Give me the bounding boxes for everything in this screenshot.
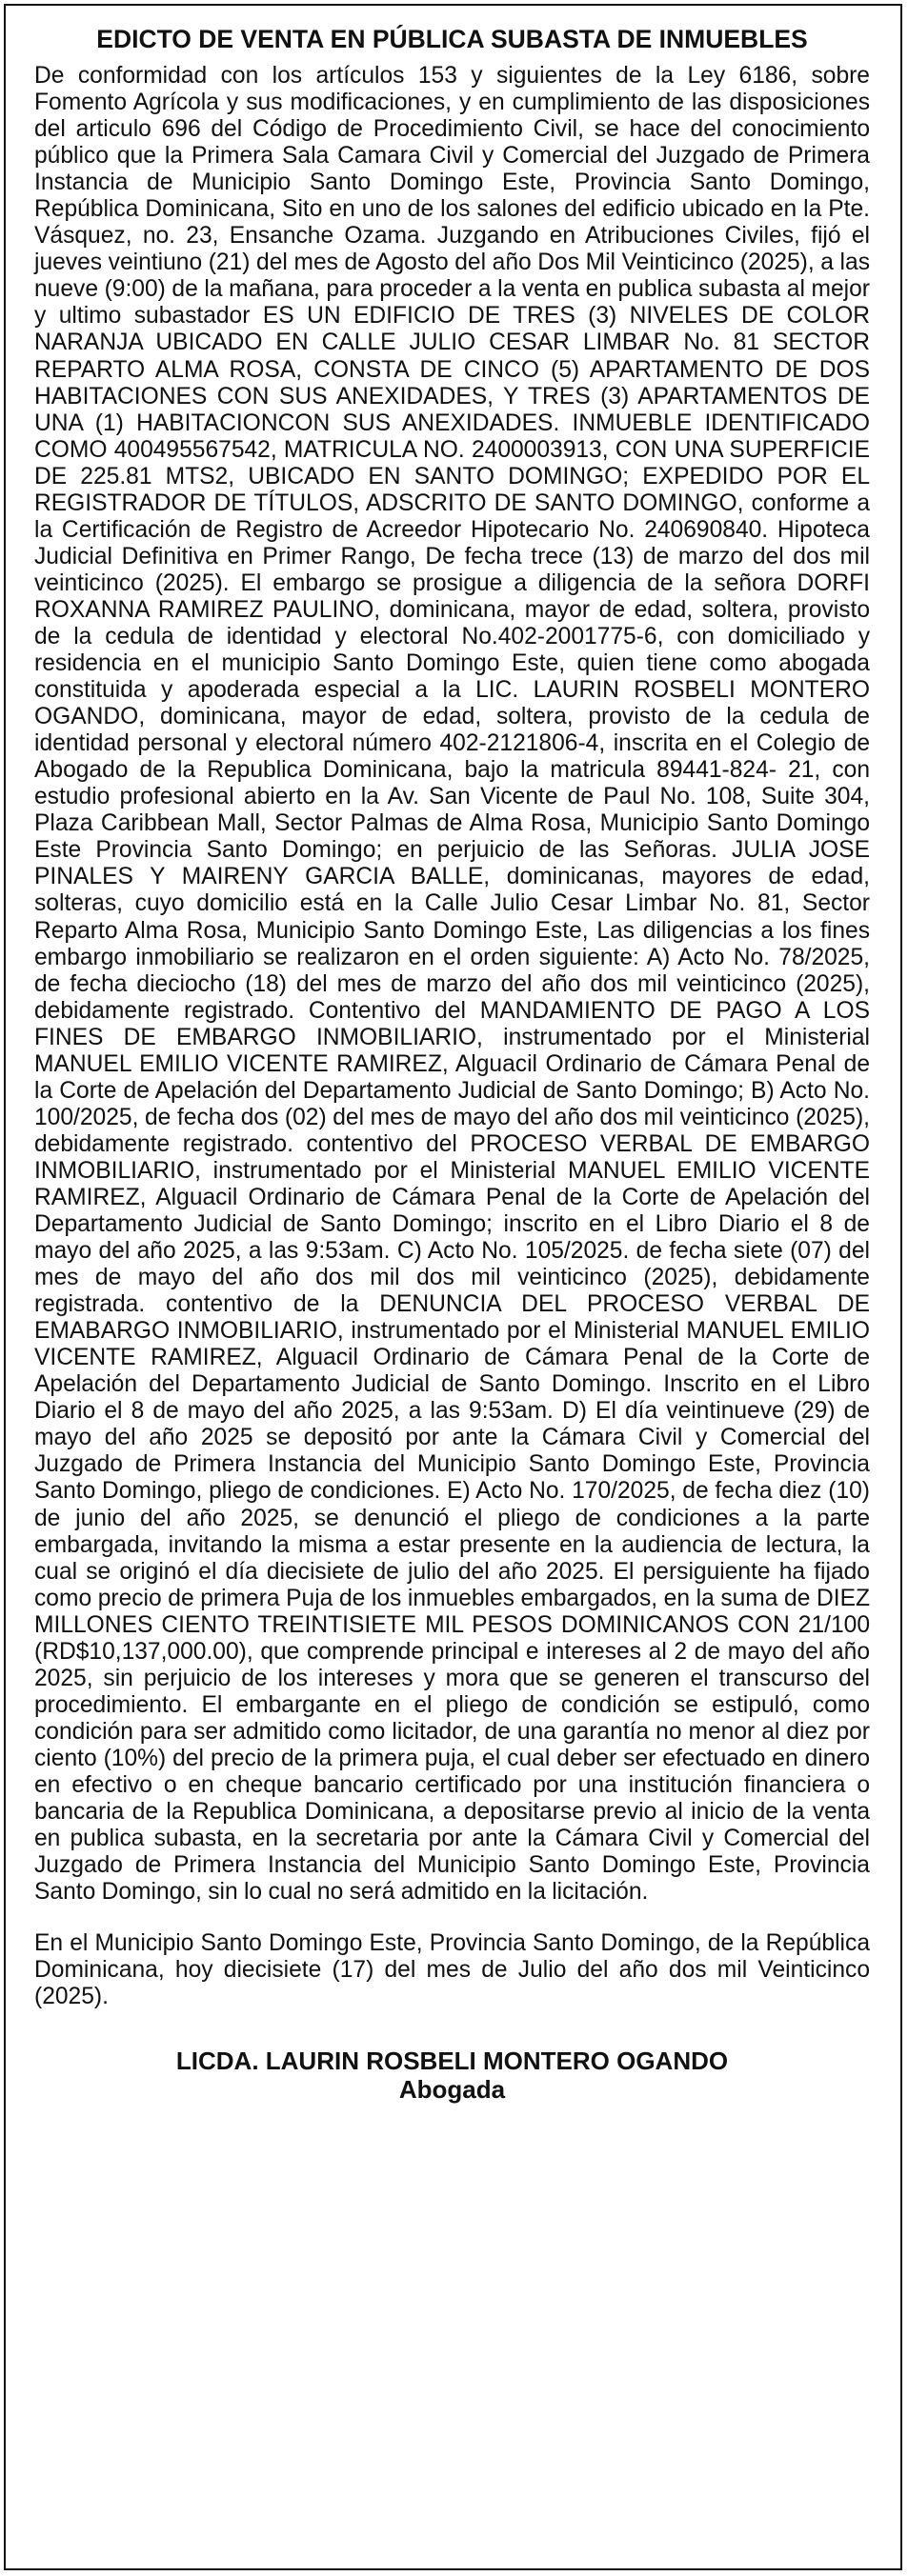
notice-title: EDICTO DE VENTA EN PÚBLICA SUBASTA DE INMUEBLES [96, 25, 808, 53]
legal-notice [4, 4, 902, 2570]
notice-closing: En el Municipio Santo Domingo Este, Provincia Santo Domingo, de la República Dominicana, hoy diecisiete (17) del mes de Julio del año dos mil Veinticinco (2025). [34, 1930, 870, 2010]
signer-title: Abogada [398, 2075, 506, 2105]
signature-block [34, 2047, 870, 2104]
notice-body: De conformidad con los artículos 153 y siguientes de la Ley 6186, sobre Fomento Agrícola y sus modificaciones, y en cumplimiento de las disposiciones del articulo 696 del Código de Procedimiento Civil, se hace del conocimiento público que la Primera Sala Camara Civil y Comercial del Juzgado de Primera Instancia de Municipio Santo Domingo Este, Provincia Santo Domingo, República Dominicana, Sito en uno de los salones del edificio ubicado en la Pte. Vásquez, no. 23, Ensanche Ozama. Juzgando en Atribuciones Civiles, fijó el jueves veintiuno (21) del mes de Agosto del año Dos Mil Veinticinco (2025), a las nueve (9:00) de la mañana, para proceder a la venta en publica subasta al mejor y ultimo subastador ES UN EDIFICIO DE TRES (3) NIVELES DE COLOR NARANJA UBICADO EN CALLE JULIO CESAR LIMBAR No. 81 SECTOR REPARTO ALMA ROSA, CONSTA DE CINCO (5) APARTAMENTO DE DOS HABITACIONES CON SUS ANEXIDADES, Y TRES (3) APARTAMENTOS DE UNA (1) HABITACIONCON SUS ANEXIDADES. INMUEBLE IDENTIFICADO COMO 400495567542, MATRICULA NO. 2400003913, CON UNA SUPERFICIE DE 225.81 MTS2, UBICADO EN SANTO DOMINGO; EXPEDIDO POR EL REGISTRADOR DE TÍTULOS, ADSCRITO DE SANTO DOMINGO, conforme a la Certificación de Registro de Acreedor Hipotecario No. 240690840. Hipoteca Judicial Definitiva en Primer Rango, De fecha trece (13) de marzo del dos mil veinticinco (2025). El embargo se prosigue a diligencia de la señora DORFI ROXANNA RAMIREZ PAULINO, dominicana, mayor de edad, soltera, provisto de la cedula de identidad y electoral No.402-2001775-6, con domiciliado y residencia en el municipio Santo Domingo Este, quien tiene como abogada constituida y apoderada especial a la LIC. LAURIN ROSBELI MONTERO OGANDO, dominicana, mayor de edad, soltera, provisto de la cedula de identidad personal y electoral número 402-2121806-4, inscrita en el Colegio de Abogado de la Republica Dominicana, bajo la matricula 89441-824- 21, con estudio profesional abierto en la Av. San Vicente de Paul No. 108, Suite 304, Plaza Caribbean Mall, Sector Palmas de Alma Rosa, Municipio Santo Domingo Este Provincia Santo Domingo; en perjuicio de las Señoras. JULIA JOSE PINALES Y MAIRENY GARCIA BALLE, dominicanas, mayores de edad, solteras, cuyo domicilio está en la Calle Julio Cesar Limbar No. 81, Sector Reparto Alma Rosa, Municipio Santo Domingo Este, Las diligencias a los fines embargo inmobiliario se realizaron en el orden siguiente: A) Acto No. 78/2025, de fecha dieciocho (18) del mes de marzo del año dos mil veinticinco (2025), debidamente registrado. Contentivo del MANDAMIENTO DE PAGO A LOS FINES DE EMBARGO INMOBILIARIO, instrumentado por el Ministerial MANUEL EMILIO VICENTE RAMIREZ, Alguacil Ordinario de Cámara Penal de la Corte de Apelación del Departamento Judicial de Santo Domingo; B) Acto No. 100/2025, de fecha dos (02) del mes de mayo del año dos mil veinticinco (2025), debidamente registrado. contentivo del PROCESO VERBAL DE EMBARGO INMOBILIARIO, instrumentado por el Ministerial MANUEL EMILIO VICENTE RAMIREZ, Alguacil Ordinario de Cámara Penal de la Corte de Apelación del Departamento Judicial de Santo Domingo; inscrito en el Libro Diario el 8 de mayo del año 2025, a las 9:53am. C) Acto No. 105/2025. de fecha siete (07) del mes de mayo del año dos mil dos mil veinticinco (2025), debidamente registrada. contentivo de la DENUNCIA DEL PROCESO VERBAL DE EMABARGO INMOBILIARIO, instrumentado por el Ministerial MANUEL EMILIO VICENTE RAMIREZ, Alguacil Ordinario de Cámara Penal de la Corte de Apelación del Departamento Judicial de Santo Domingo. Inscrito en el Libro Diario el 8 de mayo del año 2025, a las 9:53am. D) El día veintinueve (29) de mayo del año 2025 se depositó por ante la Cámara Civil y Comercial del Juzgado de Primera Instancia del Municipio Santo Domingo Este, Provincia Santo Domingo, pliego de condiciones. E) Acto No. 170/2025, de fecha diez (10) de junio del año 2025, se denunció el pliego de condiciones a la parte embargada, invitando la misma a estar presente en la audiencia de lectura, la cual se originó el día diecisiete de julio del año 2025. El persiguiente ha fijado como precio de primera Puja de los inmuebles embargados, en la suma de DIEZ MILLONES CIENTO TREINTISIETE MIL PESOS DOMINICANOS CON 21/100 (RD$10,137,000.00), que comprende principal e intereses al 2 de mayo del año 2025, sin perjuicio de los intereses y mora que se generen el transcurso del procedimiento. El embargante en el pliego de condición se estipuló, como condición para ser admitido como licitador, de una garantía no menor al diez por ciento (10%) del precio de la primera puja, el cual deber ser efectuado en dinero en efectivo o en cheque bancario certificado por una institución financiera o bancaria de la Republica Dominicana, a depositarse previo al inicio de la venta en publica subasta, en la secretaria por ante la Cámara Civil y Comercial del Juzgado de Primera Instancia del Municipio Santo Domingo Este, Provincia Santo Domingo, sin lo cual no será admitido en la licitación. [34, 63, 870, 1906]
signer-name: LICDA. LAURIN ROSBELI MONTERO OGANDO [175, 2047, 729, 2076]
